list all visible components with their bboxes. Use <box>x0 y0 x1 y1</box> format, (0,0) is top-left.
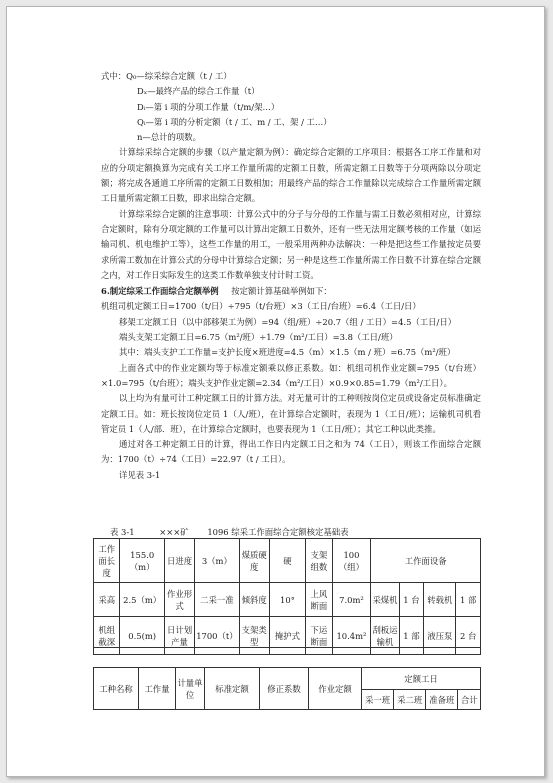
document-body <box>101 69 481 483</box>
table-cell: 1 台 <box>399 583 424 617</box>
section-heading: 6.制定综采工作面综合定额举例 <box>101 286 219 297</box>
base-table <box>93 538 481 655</box>
document-page <box>6 6 545 777</box>
table-cell: 采煤机 <box>371 583 399 617</box>
table-cell: 10.4m² <box>332 617 371 655</box>
table-number: 表 3-1 <box>110 527 135 537</box>
calc-conclusion: 通过对各工种定额工日的计算，得出工作日内定额工日之和为 74（工日），则该工作面综合定额为：1700（t）÷74（工日）=22.97（t / 工日）。 <box>101 439 481 465</box>
table-cell: 1 部 <box>399 617 424 655</box>
table-cell: 倾斜度 <box>239 583 269 617</box>
table-cell: 工作面设备 <box>371 539 481 583</box>
calc-line: 端头支架工定额工日=6.75（m²/班）÷1.79（m²/工日）=3.8（工日/班） <box>119 332 398 343</box>
formula-line: Qᵢ—第 i 项的分析定额（t / 工、m / 工、架 / 工…） <box>137 116 332 127</box>
calc-line: 其中：端头支护工工作量=支护长度×班进度=4.5（m）×1.5（m / 班）=6.75（m²/班） <box>119 347 456 358</box>
table-cell: 液压泵 <box>424 617 456 655</box>
table-header-cell: 工作量 <box>139 668 176 710</box>
table-cell: 10° <box>269 583 305 617</box>
calc-line: 移架工定额工日（以中部移架工为例）=94（组/班）÷20.7（组 / 工日）=4.5（工日/日） <box>119 316 457 327</box>
section-heading-tail: 按定额计算基础举例如下： <box>231 286 332 297</box>
table-cell: 作业形式 <box>164 583 194 617</box>
table-header-cell: 计量单位 <box>176 668 205 710</box>
table-cell: 日计划产量 <box>164 617 194 655</box>
quota-table <box>93 667 481 710</box>
table-cell: 煤质硬度 <box>239 539 269 583</box>
table-header-cell: 定额工日 <box>362 668 481 690</box>
table-header-cell: 工种名称 <box>94 668 139 710</box>
table-cell: 2.5（m） <box>120 583 164 617</box>
table-header-row <box>94 668 481 690</box>
table-cell: 掩护式 <box>269 617 305 655</box>
formula-line: 式中：Q₀—综采综合定额（t / 工） <box>101 71 232 81</box>
table-caption <box>110 526 349 538</box>
table-cell: 机组截深 <box>94 617 120 655</box>
table-cell: 硬 <box>269 539 305 583</box>
table-cell: 0.5(m) <box>120 617 164 655</box>
table-header-cell: 作业定额 <box>309 668 362 710</box>
table-cell: 工作面长度 <box>94 539 120 583</box>
table-header-cell: 标准定额 <box>205 668 260 710</box>
table-cell: 7.0m² <box>332 583 371 617</box>
calc-line: 机组司机定额工日=1700（t/日）÷795（t/台班）×3（工日/台班）=6.4（工日/日） <box>101 301 421 312</box>
table-row <box>94 539 481 583</box>
formula-line: Dₓ—最终产品的综合工作量（t） <box>137 86 260 97</box>
table-header-cell: 采一班 <box>362 690 394 710</box>
table-cell: 支架组数 <box>306 539 332 583</box>
table-header-cell: 合计 <box>458 690 481 710</box>
table-cell: 1 部 <box>456 583 481 617</box>
table-cell: 3（m） <box>195 539 239 583</box>
table-mine: ×××矿 <box>159 527 189 537</box>
table-row <box>94 583 481 617</box>
formula-line: Dᵢ—第 i 项的分项工作量（t/m/架…） <box>137 101 280 112</box>
table-cell: 采高 <box>94 583 120 617</box>
table-title: 1096 综采工作面综合定额核定基础表 <box>207 527 349 537</box>
table-cell: 1700（t） <box>195 617 239 655</box>
table-cell: 100（组） <box>332 539 371 583</box>
calc-note: 以上均为有量可计工种定额工日的计算方法。对无量可计的工种则按岗位定员或设备定员标准确定定额工日。如：班长按岗位定员 1（人/班），在计算综合定额时，表现为 1（工日/班）；运输机司机看管定员 1（人/部．班），在计算综合定额时，也要表现为 1（工日/班）；其它工种以此类推。 <box>101 393 481 434</box>
table-reference: 详见表 3-1 <box>119 469 161 480</box>
table-cell: 刮板运输机 <box>371 617 399 655</box>
table-cell: 二采一准 <box>195 583 239 617</box>
formula-line: n—总计的项数。 <box>137 132 202 143</box>
table-cell: 日进度 <box>164 539 194 583</box>
table-cell: 2 台 <box>456 617 481 655</box>
calc-note: 上面各式中的作业定额均等于标准定额乘以修正系数。如：机组司机作业定额=795（t/台班）×1.0=795（t/台班）；端头支护作业定额=2.34（m²/工日）×0.9×0.85=1.79（m²/工日）。 <box>101 362 481 388</box>
table-cell: 转载机 <box>424 583 456 617</box>
table-cell: 上风断面 <box>306 583 332 617</box>
table-cell: 155.0（m） <box>120 539 164 583</box>
paragraph-steps: 计算综采综合定额的步骤（以产量定额为例）：确定综合定额的工序项目：根据各工序工作量和对应的分项定额换算为完成有关工序工作量所需的定额工日数，所需定额工日数等于分项两除以分项定额；将完成各通道工序所需的定额工日数相加；用最终产品的综合工作量除以完成综合工作量所需定额工日量所需定额工日数，即求出综合定额。 <box>101 147 481 204</box>
table-divider <box>93 647 481 662</box>
table-cell: 支架类型 <box>239 617 269 655</box>
table-header-cell: 修正系数 <box>260 668 309 710</box>
section-heading-row <box>101 284 481 299</box>
table-cell: 下运断面 <box>306 617 332 655</box>
table-header-cell: 准备班 <box>426 690 458 710</box>
paragraph-notes: 计算综采综合定额的注意事项：计算公式中的分子与分母的工作量与需工日数必须相对应，计算综合定额时，除有分项定额的工作量可以计算出定额工日数外，还有一些无法用定额考核的工作量（如运输司机、机电维护工等），这些工作量的用工，一般采用两种办法解决：一种是把这些工作量按定员要求所需工数加在计算公式的分母中计算综合定额；另一种是这些工作量所需工作日数不计算在综合定额之内，对工作日实际发生的这类工作数单独支付计时工资。 <box>101 208 481 280</box>
table-header-cell: 采二班 <box>394 690 426 710</box>
